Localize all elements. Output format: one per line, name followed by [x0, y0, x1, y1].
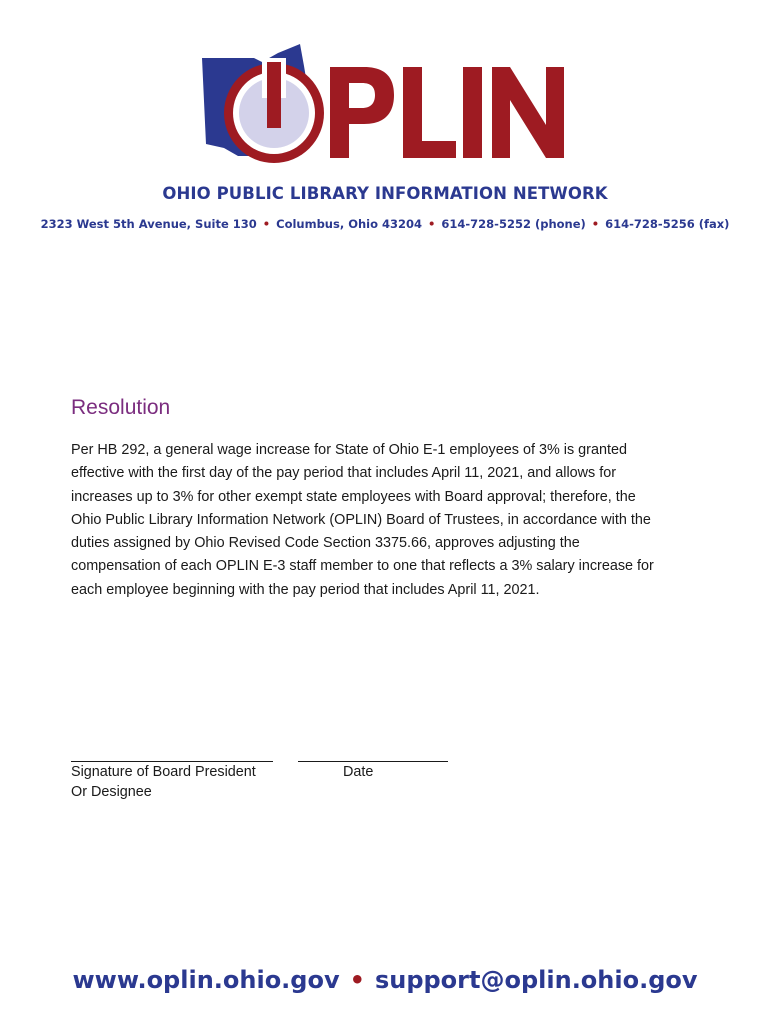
- letterhead-address: [0, 217, 770, 231]
- oplin-logo: [196, 40, 576, 180]
- power-o-bar: [267, 62, 281, 128]
- footer-website-link[interactable]: www.oplin.ohio.gov: [72, 966, 340, 994]
- resolution-line: compensation of each OPLIN E-3 staff member to one that reflects a 3% salary increase for: [71, 558, 654, 575]
- address-phone: 614-728-5252 (phone): [441, 217, 586, 231]
- resolution-line: Per HB 292, a general wage increase for State of Ohio E-1 employees of 3% is granted: [71, 442, 627, 458]
- address-separator: •: [262, 217, 271, 231]
- address-fax: 614-728-5256 (fax): [605, 217, 730, 231]
- signature-label: [71, 763, 256, 802]
- resolution-line: increases up to 3% for other exempt state employees with Board approval; therefore, the: [71, 488, 636, 505]
- letter-p: [330, 67, 394, 158]
- organization-name: OHIO PUBLIC LIBRARY INFORMATION NETWORK: [162, 184, 608, 203]
- resolution-heading: Resolution: [71, 396, 171, 419]
- resolution-body: [71, 439, 701, 602]
- signature-label-line2: Or Designee: [71, 783, 152, 800]
- date-line: [298, 761, 448, 762]
- footer-email-link[interactable]: support@oplin.ohio.gov: [374, 966, 698, 994]
- resolution-line: each employee beginning with the pay period that includes April 11, 2021.: [71, 581, 540, 598]
- resolution-line: effective with the first day of the pay period that includes April 11, 2021, and allows for: [71, 465, 617, 482]
- signature-line: [71, 761, 273, 762]
- address-separator: •: [428, 217, 436, 231]
- resolution-line: duties assigned by Ohio Revised Code Section 3375.66, approves adjusting the: [71, 535, 580, 552]
- address-city: Columbus, Ohio 43204: [276, 217, 423, 231]
- address-separator: •: [591, 217, 600, 231]
- footer-separator: •: [349, 966, 365, 994]
- letter-l: [403, 67, 456, 158]
- signature-label-line1: Signature of Board President: [71, 764, 256, 780]
- footer-contact: [0, 966, 770, 994]
- letter-n: [492, 67, 564, 158]
- letter-i: [463, 67, 482, 158]
- date-label: Date: [343, 764, 374, 780]
- address-street: 2323 West 5th Avenue, Suite 130: [40, 217, 257, 231]
- resolution-line: Ohio Public Library Information Network (OPLIN) Board of Trustees, in accordance with the: [71, 511, 651, 528]
